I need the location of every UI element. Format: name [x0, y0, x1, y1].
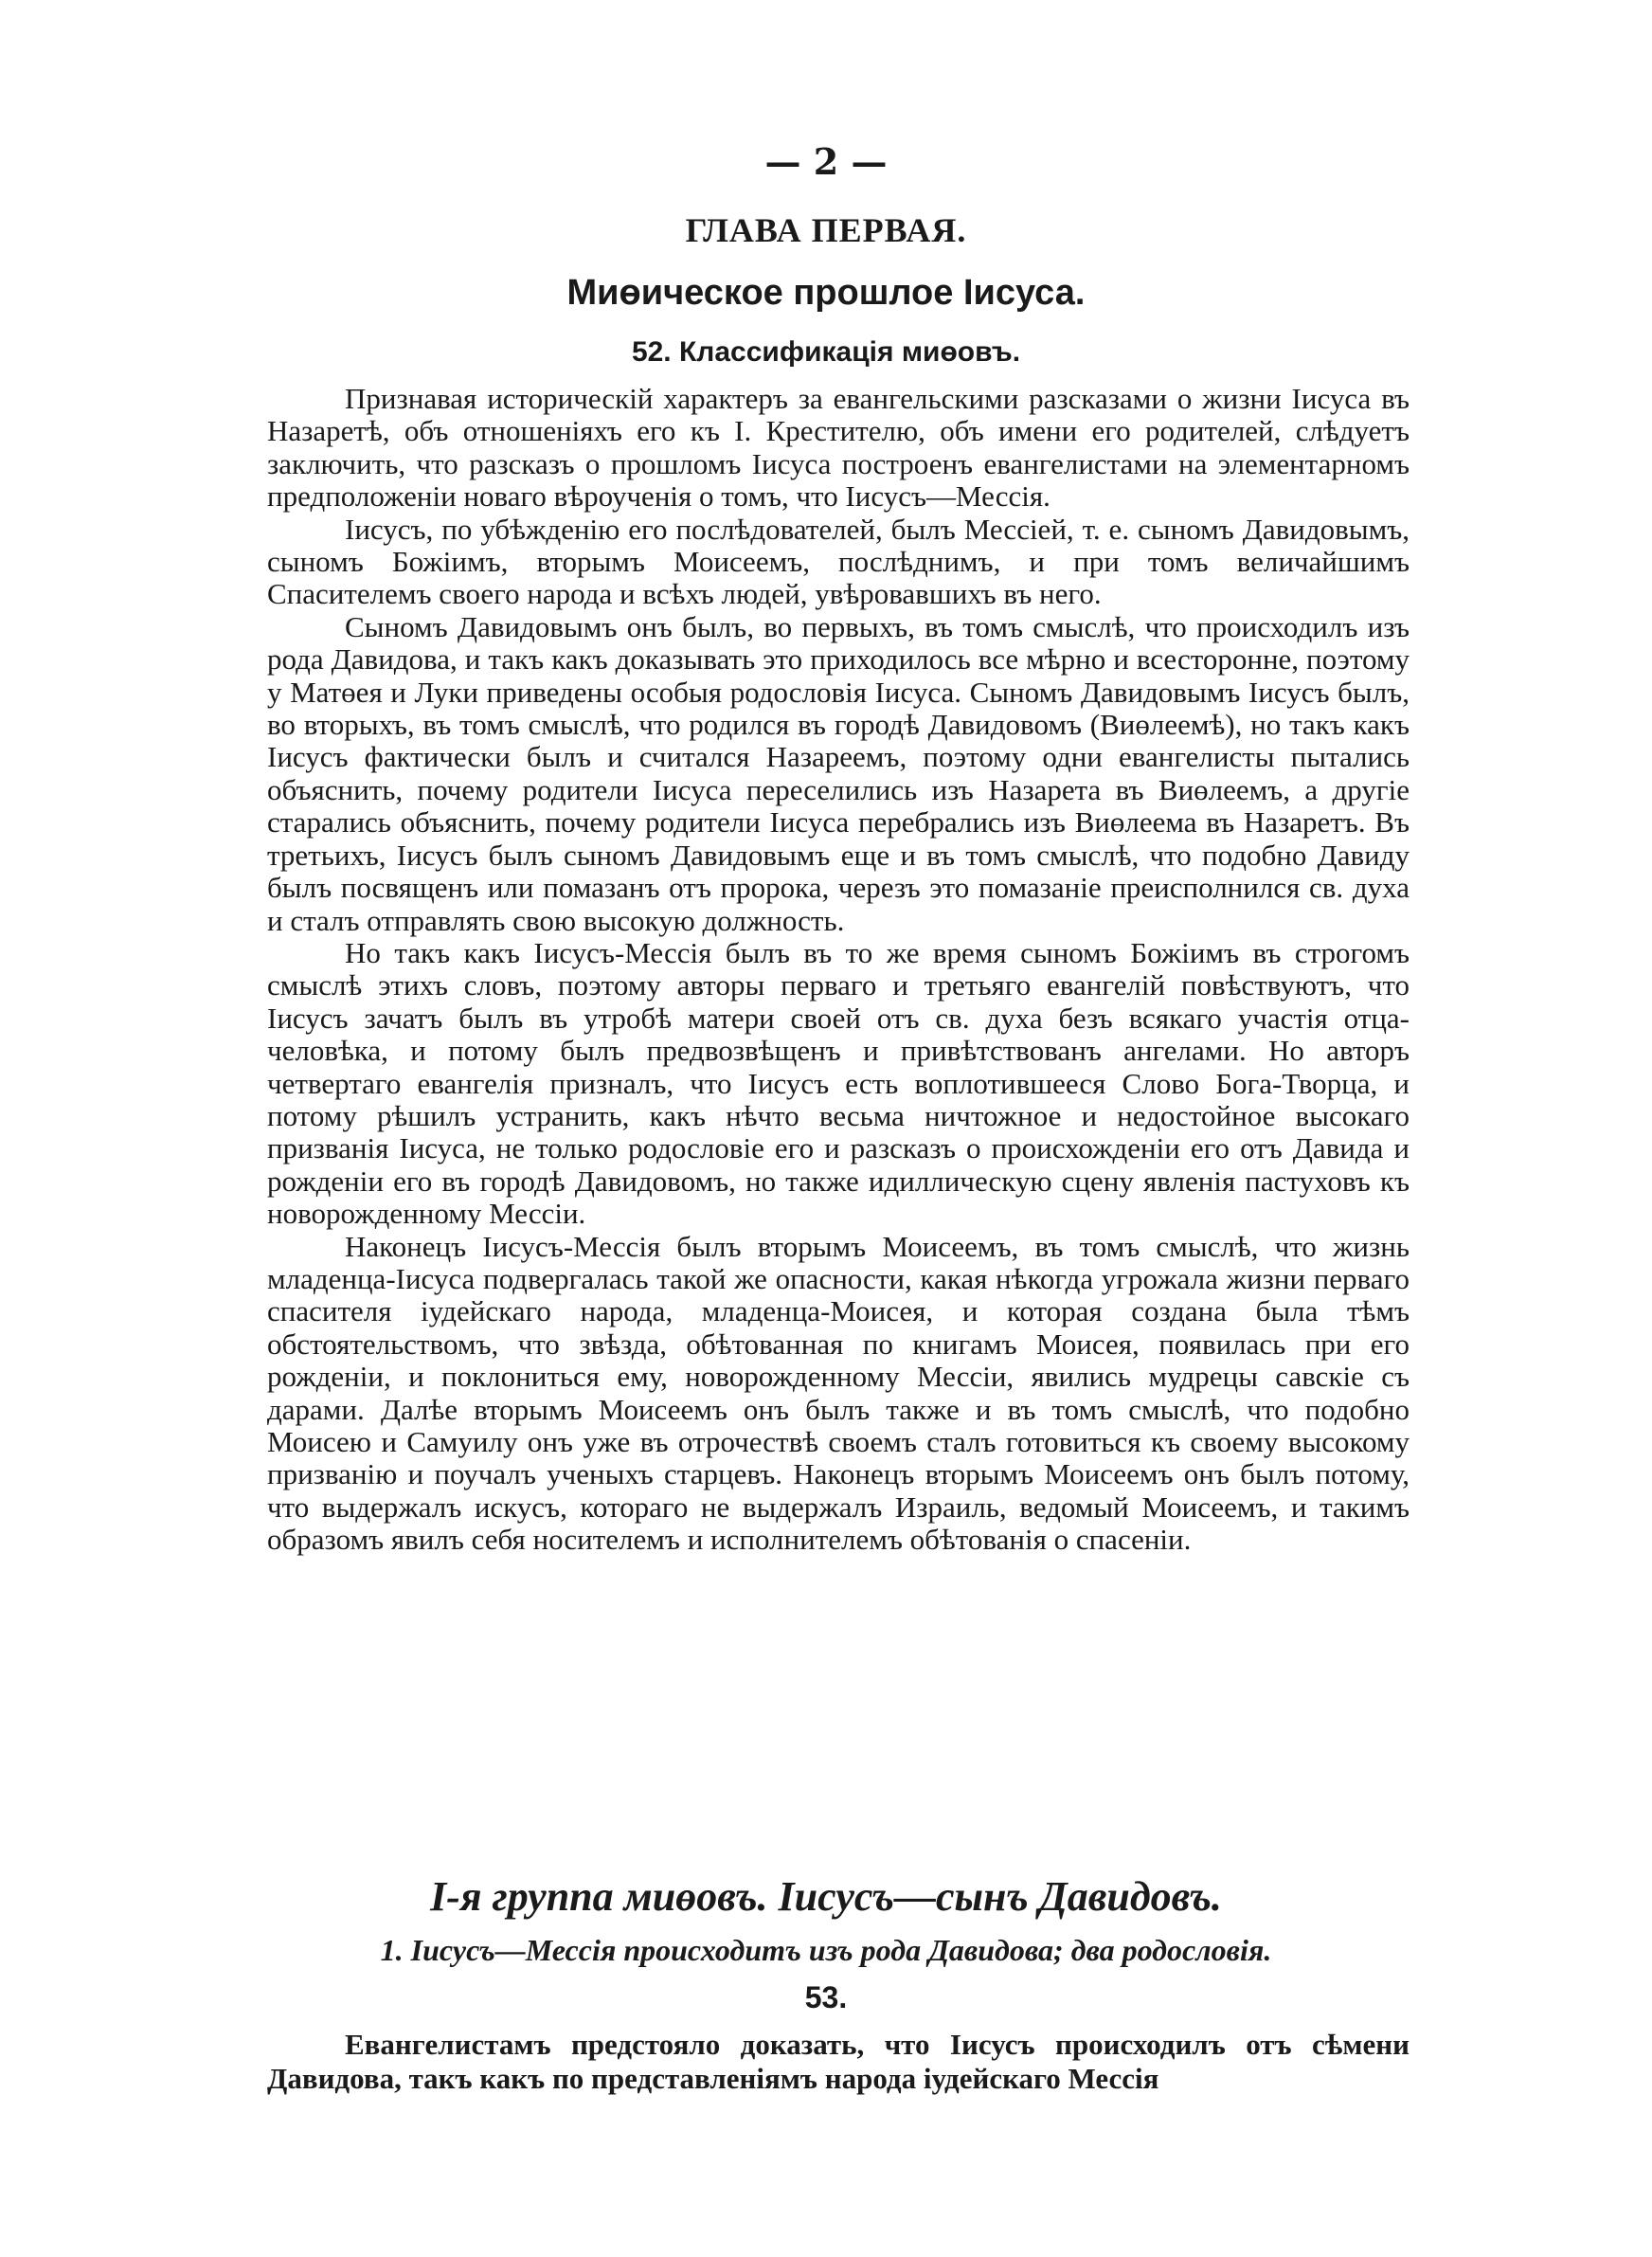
body-text: [267, 383, 1410, 1557]
final-paragraph: Евангелистамъ предстояло доказать, что Іисусъ происходилъ отъ сѣмени Давидова, такъ какъ по представленіямъ народа іудейскаго Мессія: [267, 2028, 1410, 2095]
paragraph: Но такъ какъ Іисусъ-Мессія былъ въ то же время сыномъ Божіимъ въ строгомъ смыслѣ этихъ словъ, поэтому авторы перваго и третьяго евангелій повѣствуютъ, что Іисусъ зачатъ былъ въ утробѣ матери своей отъ св. духа безъ всякаго участія отца-человѣка, и потому былъ предвозвѣщенъ и привѣтствованъ ангелами. Но авторъ четвертаго евангелія призналъ, что Іисусъ есть воплотившееся Слово Бога-Творца, и потому рѣшилъ устранить, какъ нѣчто весьма ничтожное и недостойное высокаго призванія Іисуса, не только родословіе его и разсказъ о происхожденіи его отъ Давида и рожденіи его въ городѣ Давидовомъ, но также идиллическую сцену явленія пастуховъ къ новорожденному Мессіи.: [267, 935, 1410, 1231]
paragraph: Признавая историческій характеръ за евангельскими разсказами о жизни Іисуса въ Назаретѣ, объ отношеніяхъ его къ І. Крестителю, объ имени его родителей, слѣдуетъ заключить, что разсказъ о прошломъ Іисуса построенъ евангелистами на элементарномъ предположеніи новаго вѣроученія о томъ, что Іисусъ—Мессія.: [267, 382, 1410, 514]
paragraph: Іисусъ, по убѣжденію его послѣдователей, былъ Мессіей, т. е. сыномъ Давидовымъ, сыномъ Божіимъ, вторымъ Моисеемъ, послѣднимъ, и при томъ величайшимъ Спасителемъ своего народа и всѣхъ людей, увѣровавшихъ въ него.: [267, 512, 1410, 611]
group-title: І-я группа миөовъ. Іисусъ—сынъ Давидовъ.: [430, 1873, 1222, 1920]
chapter-title: Миөическое прошлое Іисуса.: [566, 273, 1086, 313]
page-number: — 2 —: [764, 140, 888, 183]
paragraph-number: 53.: [804, 1980, 848, 2014]
chapter-heading: ГЛАВА ПЕРВАЯ.: [685, 211, 967, 249]
group-subtitle: 1. Іисусъ—Мессія происходитъ изъ рода Давидова; два родословія.: [380, 1933, 1272, 1967]
paragraph: Сыномъ Давидовымъ онъ былъ, во первыхъ, въ томъ смыслѣ, что происходилъ изъ рода Давидова, и такъ какъ доказывать это приходилось все мѣрно и всесторонне, поэтому у Матөея и Луки приведены особыя родословія Іисуса. Сыномъ Давидовымъ Іисусъ былъ, во вторыхъ, въ томъ смыслѣ, что родился въ городѣ Давидовомъ (Виөлеемѣ), но такъ какъ Іисусъ фактически былъ и считался Назареемъ, поэтому одни евангелисты пытались объяснить, почему родители Іисуса переселились изъ Назарета въ Виөлеемъ, а другіе старались объяснить, почему родители Іисуса перебрались изъ Виөлеема въ Назаретъ. Въ третьихъ, Іисусъ былъ сыномъ Давидовымъ еще и въ томъ смыслѣ, что подобно Давиду былъ посвященъ или помазанъ отъ пророка, черезъ это помазаніе преисполнился св. духа и сталъ отправлять свою высокую должность.: [267, 609, 1410, 937]
paragraph: Наконецъ Іисусъ-Мессія былъ вторымъ Моисеемъ, въ томъ смыслѣ, что жизнь младенца-Іисуса подвергалась такой же опасности, какая нѣкогда угрожала жизни перваго спасителя іудейскаго народа, младенца-Моисея, и которая создана была тѣмъ обстоятельствомъ, что звѣзда, обѣтованная по книгамъ Моисея, появилась при его рожденіи, и поклониться ему, новорожденному Мессіи, явились мудрецы савскіе съ дарами. Далѣе вторымъ Моисеемъ онъ былъ также и въ томъ смыслѣ, что подобно Моисею и Самуилу онъ уже въ отрочествѣ своемъ сталъ готовиться къ своему высокому призванію и поучалъ ученыхъ старцевъ. Наконецъ вторымъ Моисеемъ онъ былъ потому, что выдержалъ искусъ, котораго не выдержалъ Израиль, ведомый Моисеемъ, и такимъ образомъ явилъ себя носителемъ и исполнителемъ обѣтованія о спасеніи.: [267, 1229, 1410, 1557]
final-body-text: [267, 2028, 1410, 2096]
section-heading: 52. Классификація миөовъ.: [631, 336, 1021, 368]
